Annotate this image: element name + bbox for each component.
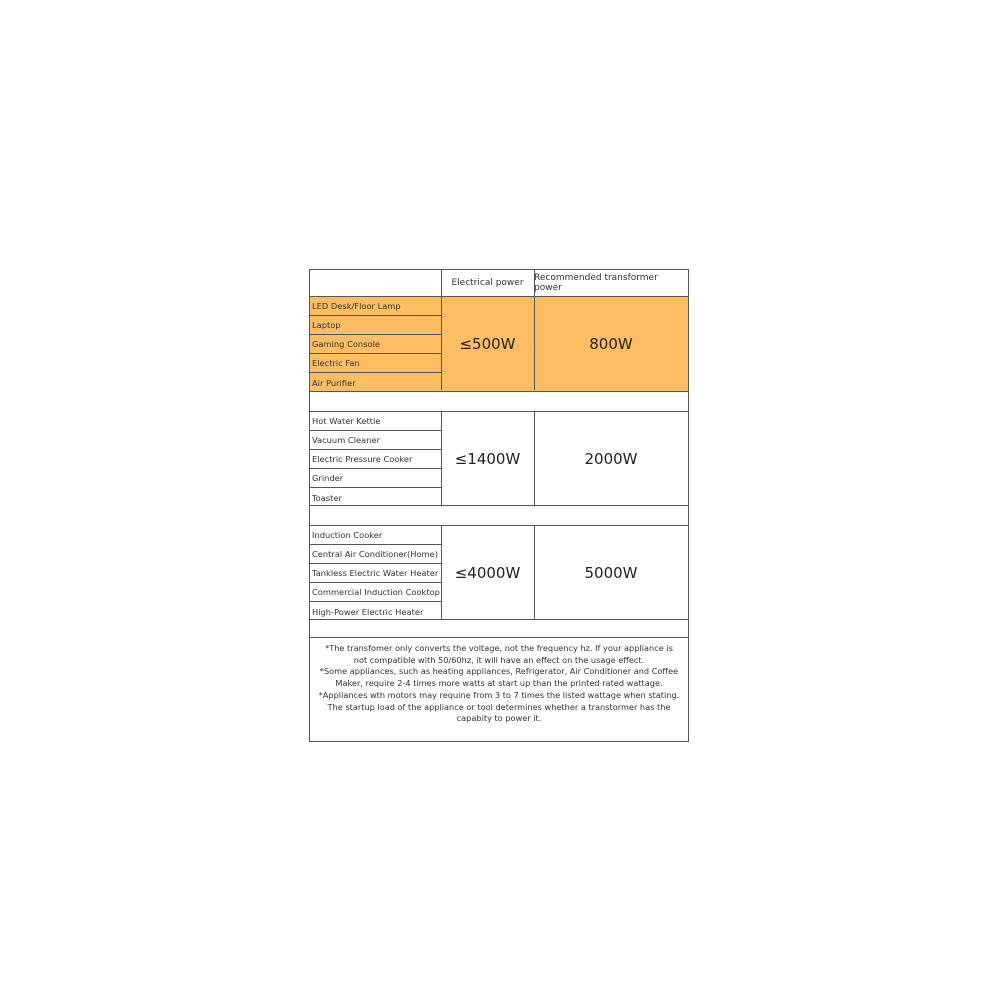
power-group-500w xyxy=(310,297,688,392)
appliance-list xyxy=(310,526,442,619)
appliance-item: Hot Water Kettle xyxy=(310,412,441,431)
header-empty-cell xyxy=(310,270,442,296)
note-startup-watts: *Some appliances, such as heating appliances, Refrigerator, Air Conditioner and Coffee Maker, require 2-4 times more watts at start up than the printed rated wattage. xyxy=(319,666,679,689)
transformer-power-value: 800W xyxy=(589,334,633,353)
header-recommended-transformer-power: Recommended transformer power xyxy=(534,273,658,293)
appliance-list xyxy=(310,297,442,390)
notes-section xyxy=(310,643,688,725)
appliance-list xyxy=(310,412,442,505)
electrical-power-value: ≤1400W xyxy=(441,412,535,505)
appliance-item: Laptop xyxy=(310,316,441,335)
appliance-item: Gaming Console xyxy=(310,335,441,354)
appliance-item: Grinder xyxy=(310,469,441,488)
appliance-item: Vacuum Cleaner xyxy=(310,431,441,450)
appliance-item: Electric Fan xyxy=(310,354,441,373)
appliance-item: Toaster xyxy=(312,492,342,503)
power-group-4000w xyxy=(310,525,688,620)
table-header-row xyxy=(310,270,688,297)
appliance-item: Air Purifier xyxy=(312,377,356,388)
transformer-power-value: 2000W xyxy=(584,449,638,468)
note-motor-appliances: *Appliances wth motors may requine from 3 to 7 times the listed wattage when stating. The startup load of the appliance or tool determines whether a transtormer has the capabity to power it. xyxy=(318,689,680,724)
appliance-item: Commercial Induction Cooktop xyxy=(310,583,441,602)
power-table xyxy=(309,269,689,742)
power-group-1400w xyxy=(310,411,688,506)
appliance-item: High-Power Electric Heater xyxy=(312,606,424,617)
electrical-power-value: ≤4000W xyxy=(441,526,535,619)
appliance-item: Induction Cooker xyxy=(310,526,441,545)
appliance-item: Electric Pressure Cooker xyxy=(310,450,441,469)
appliance-item: Central Air Conditioner(Home) xyxy=(310,545,441,564)
appliance-item: Tankless Electric Water Heater xyxy=(310,564,441,583)
appliance-item: LED Desk/Floor Lamp xyxy=(310,297,441,316)
note-frequency: *The transfomer only converts the voltage, not the frequency hz. If your appliance is not compatible with 50/60hz, it will have an effect on the usage effect. xyxy=(325,643,673,665)
transformer-power-value: 5000W xyxy=(584,563,638,582)
header-electrical-power: Electrical power xyxy=(441,270,535,296)
electrical-power-value: ≤500W xyxy=(441,297,535,390)
row-divider xyxy=(310,620,688,638)
